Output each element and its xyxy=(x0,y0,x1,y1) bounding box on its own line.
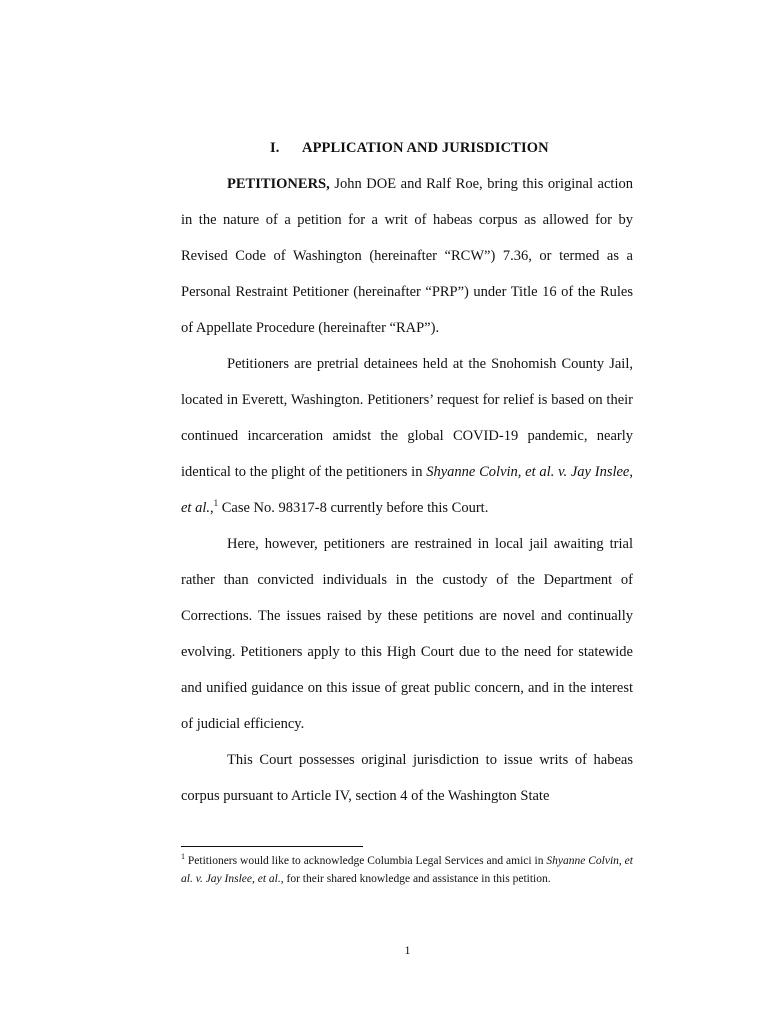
footnote-reference[interactable]: 1 xyxy=(213,498,219,509)
paragraph-2-text-b: Case No. 98317-8 currently before this Court. xyxy=(218,500,489,516)
footnote-marker: 1 xyxy=(181,852,185,862)
footnote xyxy=(181,852,633,888)
body-text xyxy=(181,166,633,814)
page-number: 1 xyxy=(404,943,411,957)
section-number: I. xyxy=(270,140,280,156)
paragraph-3: Here, however, petitioners are restrained in local jail awaiting trial rather than convicted individuals in the custody of the Department of Corrections. The issues raised by these petitions are novel and continually evolving. Petitioners apply to this High Court due to the need for statewide and unified guidance on this issue of great public concern, and in the interest of judicial efficiency. xyxy=(181,536,633,732)
paragraph-1 xyxy=(181,166,633,346)
paragraph-1-lead: PETITIONERS, xyxy=(227,176,330,192)
case-citation: Shyanne Colvin, et al. v. Jay Inslee, et al. xyxy=(181,464,633,516)
paragraph-1-text: John DOE and Ralf Roe, bring this original action in the nature of a petition for a writ of habeas corpus as allowed for by Revised Code of Washington (hereinafter “RCW”) 7.36, or termed as a Personal Restraint Petitioner (hereinafter “PRP”) under Title 16 of the Rules of Appellate Procedure (hereinafter “RAP”). xyxy=(181,176,633,336)
section-title: APPLICATION AND JURISDICTION xyxy=(302,140,549,156)
footnote-text-b: , for their shared knowledge and assistance in this petition. xyxy=(280,873,551,885)
section-heading xyxy=(270,140,549,157)
paragraph-2-comma: , xyxy=(210,500,214,516)
footnote-text-a: Petitioners would like to acknowledge Columbia Legal Services and amici in xyxy=(185,855,547,867)
footnote-divider xyxy=(181,846,363,847)
paragraph-2-text-a: Petitioners are pretrial detainees held at the Snohomish County Jail, located in Everett, Washington. Petitioners’ request for relief is based on their continued incarceration amidst the global COVID-19 pandemic, nearly identical to the plight of the petitioners in xyxy=(181,356,633,480)
footnote-case-citation: Shyanne Colvin, et al. v. Jay Inslee, et al. xyxy=(181,855,633,885)
paragraph-4: This Court possesses original jurisdiction to issue writs of habeas corpus pursuant to Article IV, section 4 of the Washington State xyxy=(181,752,633,804)
paragraph-2 xyxy=(181,346,633,526)
